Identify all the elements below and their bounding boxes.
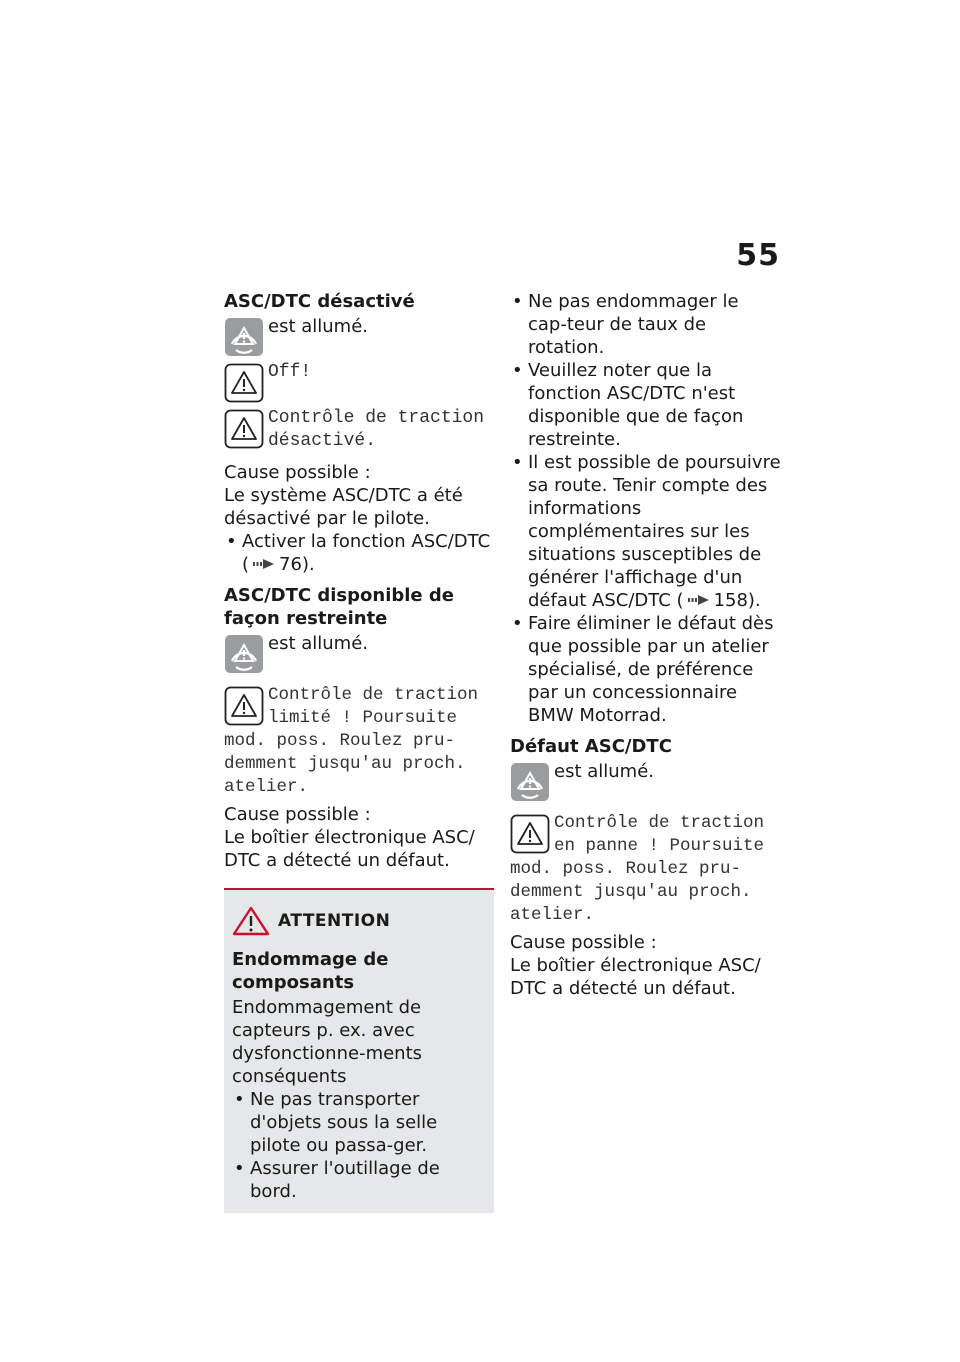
asc-lamp-icon xyxy=(224,634,264,674)
warning-triangle-icon xyxy=(224,686,264,726)
attention-header xyxy=(232,906,486,936)
warning-triangle-icon xyxy=(224,409,264,449)
list-item: • Veuillez noter que la fonction ASC/DTC n'est disponible que de façon restreinte. xyxy=(510,359,782,451)
message-line: atelier. xyxy=(510,905,595,925)
cause-text: Le boîtier électronique ASC/ DTC a détecté un défaut. xyxy=(224,827,475,871)
lamp-row xyxy=(224,315,494,359)
page-ref-arrow-icon xyxy=(688,594,710,606)
lamp-row xyxy=(224,632,494,676)
message-line: Contrôle de traction xyxy=(268,408,485,428)
left-column xyxy=(224,290,494,1213)
list-item: • Faire éliminer le défaut dès que possible par un atelier spécialisé, de préférence par un concessionnaire BMW Motorrad. xyxy=(510,612,782,727)
lamp-row xyxy=(510,760,782,804)
warning-triangle-icon xyxy=(224,363,264,403)
ref-open: ( xyxy=(242,554,250,575)
cause-label: Cause possible : xyxy=(224,462,371,483)
attention-label: ATTENTION xyxy=(278,911,391,931)
list-item: • Ne pas endommager le cap-teur de taux de rotation. xyxy=(510,290,782,359)
message-line: en panne ! Poursuite xyxy=(554,836,765,856)
lamp-text: est allumé. xyxy=(554,761,655,782)
display-message xyxy=(224,684,494,799)
message-line: limité ! Poursuite xyxy=(268,708,458,728)
traction-message-row xyxy=(224,407,494,453)
action-list xyxy=(510,290,782,727)
right-column xyxy=(510,290,782,1000)
attention-warning-icon xyxy=(232,906,270,936)
asc-lamp-icon xyxy=(224,317,264,357)
lamp-text: est allumé. xyxy=(268,316,369,337)
off-text: Off! xyxy=(268,362,312,382)
display-message xyxy=(510,812,782,927)
display-message xyxy=(268,407,494,453)
attention-text: Endommagement de capteurs p. ex. avec dysfonctionne-ments conséquents xyxy=(232,997,423,1087)
page-ref-arrow-icon xyxy=(253,558,275,570)
page-ref-link[interactable]: 76 xyxy=(279,554,302,575)
list-item: • Ne pas transporter d'objets sous la selle pilote ou passa-ger. xyxy=(232,1088,486,1157)
warning-triangle-icon xyxy=(510,814,550,854)
attention-list xyxy=(232,1088,486,1203)
asc-lamp-icon xyxy=(510,762,550,802)
page-ref-link[interactable]: 158 xyxy=(713,590,748,611)
cause-text: Le boîtier électronique ASC/ DTC a détecté un défaut. xyxy=(510,955,761,999)
message-line: désactivé. xyxy=(268,431,377,451)
message-line: atelier. xyxy=(224,777,309,797)
page-number: 55 xyxy=(736,238,780,273)
action-list xyxy=(224,530,494,576)
attention-box xyxy=(224,888,494,1213)
message-line: Contrôle de traction xyxy=(554,813,765,833)
ref-open: ( xyxy=(676,590,684,611)
off-message-row xyxy=(224,361,494,405)
message-line: Contrôle de traction xyxy=(268,685,479,705)
attention-subtitle: Endommage de composants xyxy=(232,949,389,993)
bullet-text: Activer la fonction ASC/DTC xyxy=(242,531,491,552)
list-item xyxy=(510,451,782,612)
section-title-asc-dtc-restricted: ASC/DTC disponible de façon restreinte xyxy=(224,585,455,629)
cause-text: Le système ASC/DTC a été désactivé par le pilote. xyxy=(224,485,463,529)
lamp-text: est allumé. xyxy=(268,633,369,654)
cause-label: Cause possible : xyxy=(510,932,657,953)
message-line: demment jusqu'au proch. xyxy=(224,754,466,774)
bullet-text: Il est possible de poursuivre sa route. Tenir compte des informations complémentaires sur les situations susceptibles de générer l'affichage d'un défaut ASC/DTC xyxy=(528,452,781,611)
cause-label: Cause possible : xyxy=(224,804,371,825)
section-title-asc-dtc-disabled: ASC/DTC désactivé xyxy=(224,291,415,312)
ref-close: ). xyxy=(301,554,315,575)
ref-close: ). xyxy=(747,590,761,611)
message-line: demment jusqu'au proch. xyxy=(510,882,752,902)
list-item: • Assurer l'outillage de bord. xyxy=(232,1157,486,1203)
list-item xyxy=(224,530,494,576)
message-line: mod. poss. Roulez pru- xyxy=(224,731,456,751)
section-title-asc-dtc-fault: Défaut ASC/DTC xyxy=(510,736,672,757)
message-line: mod. poss. Roulez pru- xyxy=(510,859,742,879)
